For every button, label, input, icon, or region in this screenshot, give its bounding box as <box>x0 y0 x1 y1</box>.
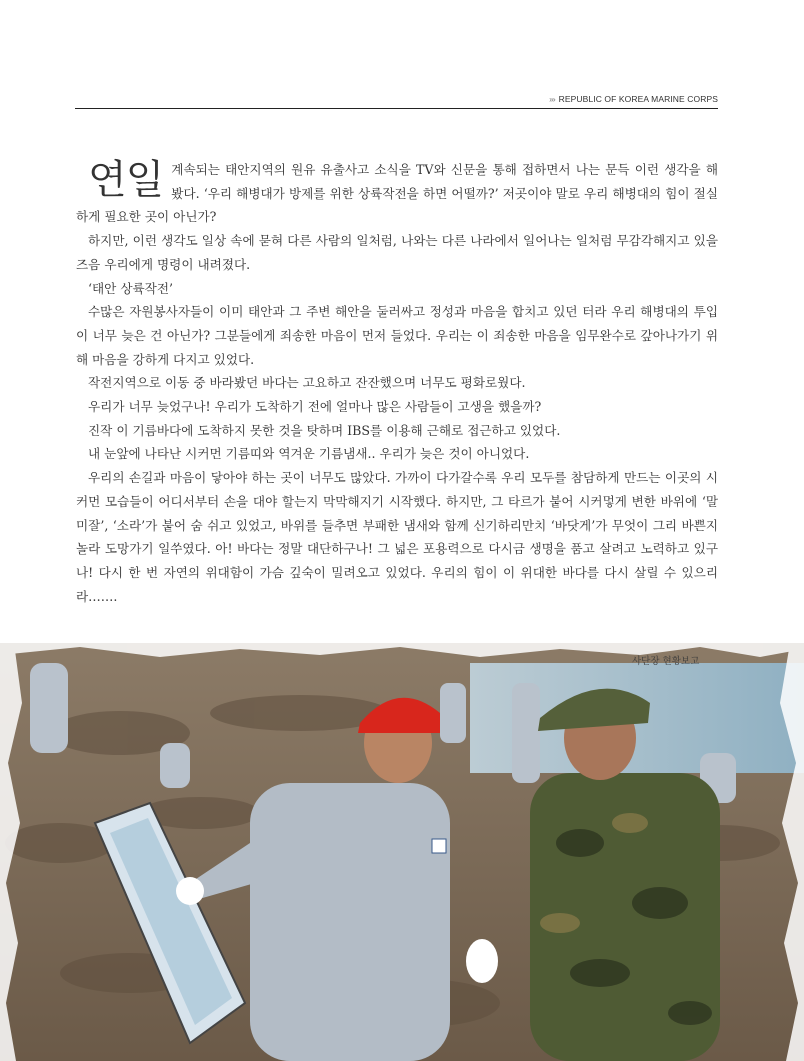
article-paragraph: 하지만, 이런 생각도 일상 속에 묻혀 다른 사람의 일처럼, 나와는 다른 나라에서 일어나는 일처럼 무감각해지고 있을 즈음 우리에게 명령이 내려졌다. <box>76 233 718 272</box>
article-paragraph: 진작 이 기름바다에 도착하지 못한 것을 탓하며 IBS를 이용해 근해로 접근하고 있었다. <box>88 422 561 438</box>
article-paragraph: 내 눈앞에 나타난 시커먼 기름띠와 역겨운 기름냄새.. 우리가 늦은 것이 아니었다. <box>88 446 530 462</box>
photo-illustration <box>0 643 804 1061</box>
header-rule <box>75 108 718 109</box>
chevron-right-icon: ››› <box>549 94 555 104</box>
cleanup-photo <box>0 643 804 1061</box>
article-paragraph: 작전지역으로 이동 중 바라봤던 바다는 고요하고 잔잔했으며 너무도 평화로웠다. <box>88 375 526 391</box>
article-body <box>76 158 718 608</box>
article-paragraph: 우리의 손길과 마음이 닿아야 하는 곳이 너무도 많았다. 가까이 다가갈수록 우리 모두를 참담하게 만드는 이곳의 시커먼 모습들이 어디서부터 손을 대야 할는지 막막해지기 시작했다. 하지만, 그 타르가 붙어 시커멓게 변한 바위에 ‘말미잘’, ‘소라’가 붙어 숨 쉬고 있었고, 바위를 들추면 부패한 냄새와 함께 신기하리만치 ‘바닷게’가 무엇이 그리 바쁜지 놀라 도망가기 일쑤였다. 아! 바다는 정말 대단하구나! 그 넓은 포용력으로 다시금 생명을 품고 살려고 노력하고 있구나! 다시 한 번 자연의 위대함이 가슴 깊숙이 밀려오고 있었다. 우리의 힘이 이 위대한 바다를 다시 살릴 수 있으리라……. <box>76 470 718 604</box>
paragraph-text: 계속되는 태안지역의 원유 유출사고 소식을 TV와 신문을 통해 접하면서 나는 문득 이런 생각을 해 봤다. ‘우리 해병대가 방제를 위한 상륙작전을 하면 어떨까?’ 저곳이야 말로 우리 해병대의 힘이 절실하게 필요한 곳이 아닌가? <box>76 162 718 225</box>
article-paragraph: 수많은 자원봉사자들이 이미 태안과 그 주변 해안을 둘러싸고 정성과 마음을 합치고 있던 터라 우리 해병대의 투입이 너무 늦은 건 아닌가? 그분들에게 죄송한 마음이 먼저 들었다. 우리는 이 죄송한 마음을 임무완수로 갚아나가기 위해 마음을 강하게 다지고 있었다. <box>76 304 718 367</box>
drop-cap: 연일 <box>88 157 164 203</box>
running-header <box>549 94 718 104</box>
article-paragraph: 우리가 너무 늦었구나! 우리가 도착하기 전에 얼마나 많은 사람들이 고생을 했을까? <box>88 399 542 415</box>
header-label: REPUBLIC OF KOREA MARINE CORPS <box>558 94 718 104</box>
photo-caption: 사단장 현황보고 <box>632 656 700 667</box>
article-paragraph <box>76 158 718 229</box>
article-paragraph: ‘태안 상륙작전’ <box>88 280 174 296</box>
